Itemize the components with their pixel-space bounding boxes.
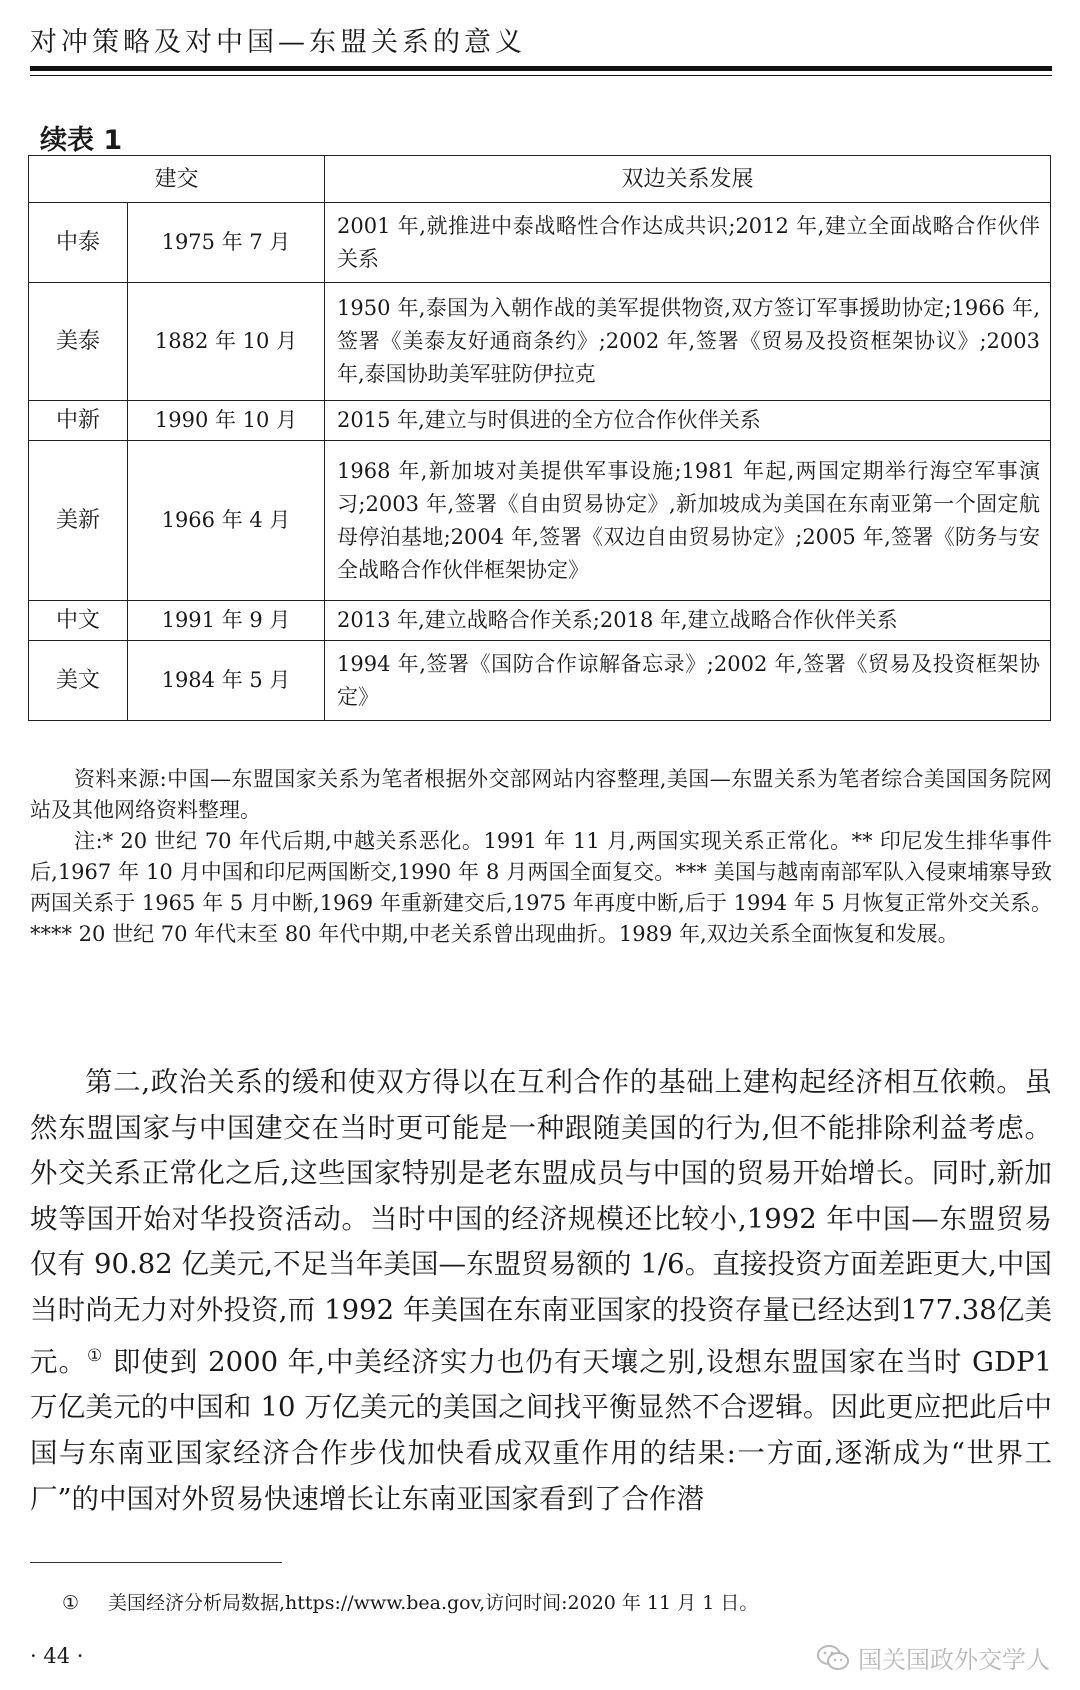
running-title: 对冲策略及对中国—东盟关系的意义 — [30, 27, 526, 58]
country-pair: 中泰 — [29, 203, 128, 283]
table-row — [29, 203, 1051, 283]
relation-development: 2013 年,建立战略合作关系;2018 年,建立战略合作伙伴关系 — [325, 601, 1051, 641]
establish-date: 1966 年 4 月 — [128, 441, 325, 601]
country-pair: 美文 — [29, 641, 128, 721]
country-pair: 美泰 — [29, 283, 128, 401]
source-note: 资料来源:中国—东盟国家关系为笔者根据外交部网站内容整理,美国—东盟关系为笔者综合美国国务院网站及其他网络资料整理。 — [30, 767, 1052, 822]
table-caption: 续表 1 — [40, 125, 123, 156]
header-development: 双边关系发展 — [325, 156, 1051, 203]
relation-development: 1994 年,签署《国防合作谅解备忘录》;2002 年,签署《贸易及投资框架协定》 — [325, 641, 1051, 721]
body-paragraph — [30, 1060, 1052, 1522]
table-row — [29, 441, 1051, 601]
country-pair: 美新 — [29, 441, 128, 601]
establish-date: 1984 年 5 月 — [128, 641, 325, 721]
footnote-rule — [30, 1562, 282, 1563]
relation-development: 1950 年,泰国为入朝作战的美军提供物资,双方签订军事援助协定;1966 年,签署《美泰友好通商条约》;2002 年,签署《贸易及投资框架协议》;2003 年,泰国协助美军驻防伊拉克 — [325, 283, 1051, 401]
wechat-icon — [816, 1644, 850, 1672]
footnote-ref[interactable]: ① — [86, 1345, 104, 1366]
body-text-part1: 第二,政治关系的缓和使双方得以在互利合作的基础上建构起经济相互依赖。虽然东盟国家与中国建交在当时更可能是一种跟随美国的行为,但不能排除利益考虑。外交关系正常化之后,这些国家特别是老东盟成员与中国的贸易开始增长。同时,新加坡等国开始对华投资活动。当时中国的经济规模还比较小,1992 年中国—东盟贸易仅有 90.82 亿美元,不足当年美国—东盟贸易额的 1/6。直接投资方面差距更大,中国当时尚无力对外投资,而 1992 年美国在东南亚国家的投资存量已经达到177.38亿美元。 — [30, 1066, 1052, 1378]
relation-development: 1968 年,新加坡对美提供军事设施;1981 年起,两国定期举行海空军事演习;2003 年,签署《自由贸易协定》,新加坡成为美国在东南亚第一个固定航母停泊基地;2004 年,签署《双边自由贸易协定》;2005 年,签署《防务与安全战略合作伙伴框架协定》 — [325, 441, 1051, 601]
header-rule-thick — [30, 66, 1052, 71]
header-establishment: 建交 — [29, 156, 325, 203]
footnote-text: 美国经济分析局数据,https://www.bea.gov,访问时间:2020 年 11 月 1 日。 — [108, 1592, 759, 1614]
watermark — [816, 1640, 1050, 1675]
body-text-part2: 即使到 2000 年,中美经济实力也仍有天壤之别,设想东盟国家在当时 GDP1 万亿美元的中国和 10 万亿美元的美国之间找平衡显然不合逻辑。因此更应把此后中国与东南亚国家经济合作步伐加快看成双重作用的结果:一方面,逐渐成为“世界工厂”的中国对外贸易快速增长让东南亚国家看到了合作潜 — [30, 1345, 1053, 1515]
page-number: · 44 · — [30, 1644, 84, 1668]
body-text — [30, 1060, 1052, 1522]
watermark-text: 国关国政外交学人 — [858, 1646, 1050, 1674]
table-row — [29, 641, 1051, 721]
relation-development: 2015 年,建立与时俱进的全方位合作伙伴关系 — [325, 401, 1051, 441]
header-rule-thin — [30, 75, 1052, 76]
relation-development: 2001 年,就推进中泰战略性合作达成共识;2012 年,建立全面战略合作伙伴关系 — [325, 203, 1051, 283]
country-pair: 中文 — [29, 601, 128, 641]
establish-date: 1991 年 9 月 — [128, 601, 325, 641]
establish-date: 1882 年 10 月 — [128, 283, 325, 401]
table-row — [29, 283, 1051, 401]
footnote-list: 注:* 20 世纪 70 年代后期,中越关系恶化。1991 年 11 月,两国实现关系正常化。** 印尼发生排华事件后,1967 年 10 月中国和印尼两国断交,1990 年 8 月两国全面复交。*** 美国与越南南部军队入侵柬埔寨导致两国关系于 1965 年 5 月中断,1969 年重新建交后,1975 年再度中断,后于 1994 年 5 月恢复正常外交关系。**** 20 世纪 70 年代末至 80 年代中期,中老关系曾出现曲折。1989 年,双边关系全面恢复和发展。 — [30, 829, 1052, 946]
establish-date: 1975 年 7 月 — [128, 203, 325, 283]
country-pair: 中新 — [29, 401, 128, 441]
relations-table — [28, 155, 1051, 721]
table-row — [29, 601, 1051, 641]
establish-date: 1990 年 10 月 — [128, 401, 325, 441]
table-row — [29, 401, 1051, 441]
table-notes — [30, 764, 1052, 950]
table-header-row — [29, 156, 1051, 203]
footnote — [62, 1588, 962, 1615]
footnote-mark: ① — [62, 1592, 80, 1614]
